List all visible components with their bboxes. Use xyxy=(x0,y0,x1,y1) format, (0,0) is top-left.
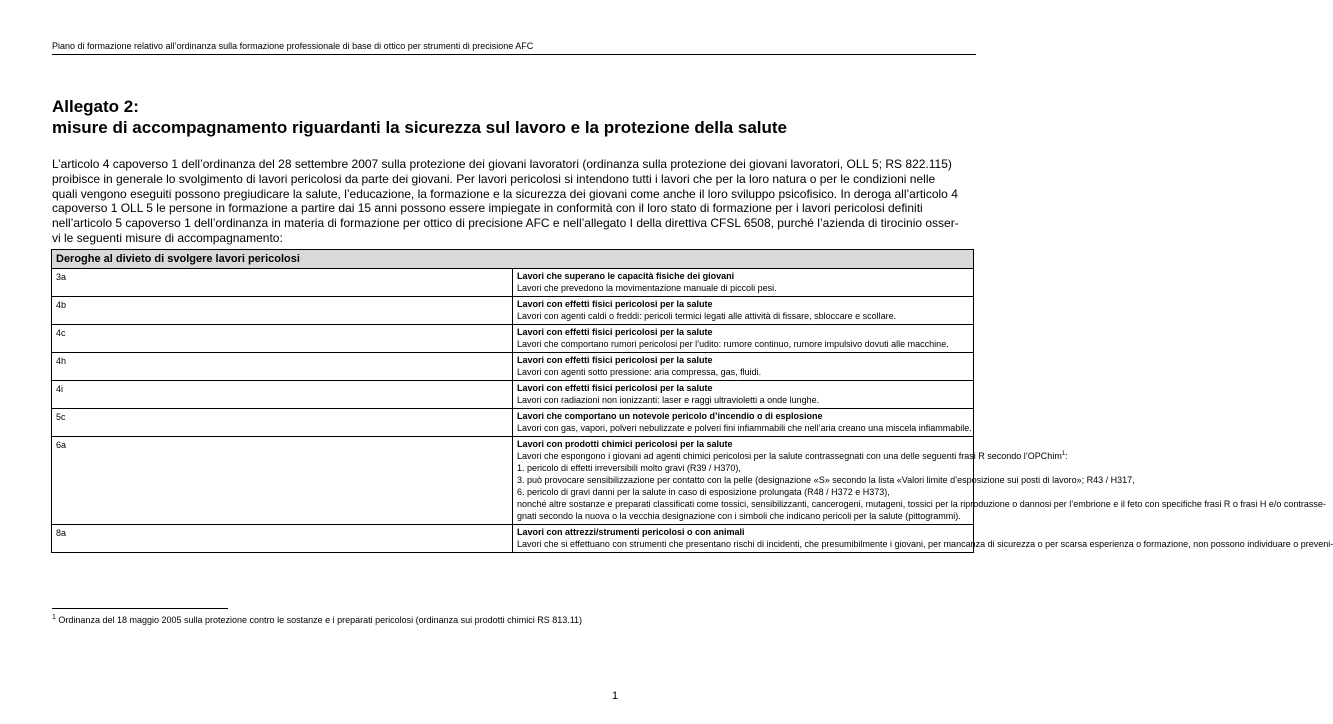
row-line: Lavori con gas, vapori, polveri nebulizzate e polveri fini infiammabili che nell’aria creano una miscela infiammabile. xyxy=(517,423,972,433)
footnote xyxy=(52,612,582,626)
table-row xyxy=(52,437,974,525)
row-content xyxy=(513,325,974,353)
row-line: Lavori che comportano rumori pericolosi per l’udito: rumore continuo, rumore impulsivo dovuti alle macchine. xyxy=(517,339,949,349)
derogations-table xyxy=(51,249,1333,553)
intro-line: nell’articolo 5 capoverso 1 dell’ordinanza in materia di formazione per ottico di precisione AFC e nell’allegato I della direttiva CFSL 6508, purché l’azienda di tirocinio osser- xyxy=(52,216,959,231)
row-line: Lavori con radiazioni non ionizzanti: laser e raggi ultravioletti a onde lunghe. xyxy=(517,395,820,405)
title-line-1: Allegato 2: xyxy=(52,97,139,116)
intro-line: L’articolo 4 capoverso 1 dell’ordinanza del 28 settembre 2007 sulla protezione dei giovani lavoratori (ordinanza sulla protezione dei giovani lavoratori, OLL 5; RS 822.115) xyxy=(52,157,952,171)
page-header: Piano di formazione relativo all’ordinanza sulla formazione professionale di base di ottico per strumenti di precisione AFC xyxy=(52,41,976,55)
row-code: 4c xyxy=(52,325,513,353)
row-line: Lavori con agenti caldi o freddi: pericoli termici legati alle attività di fissare, sbloccare e scollare. xyxy=(517,311,897,321)
row-code: 3a xyxy=(52,269,513,297)
row-title: Lavori che superano le capacità fisiche dei giovani xyxy=(517,271,735,281)
intro-paragraph xyxy=(52,157,982,246)
table-row xyxy=(52,325,974,353)
table-row xyxy=(52,297,974,325)
table-row xyxy=(52,381,974,409)
footnote-text: Ordinanza del 18 maggio 2005 sulla protezione contro le sostanze e i preparati pericolosi (ordinanza sui prodotti chimici RS 813.11) xyxy=(58,615,583,625)
row-code: 4b xyxy=(52,297,513,325)
row-title: Lavori con attrezzi/strumenti pericolosi o con animali xyxy=(517,527,745,537)
row-content xyxy=(513,381,974,409)
row-content xyxy=(513,525,1333,553)
row-code: 4h xyxy=(52,353,513,381)
row-content xyxy=(513,437,1326,525)
footnote-ref[interactable]: 1 xyxy=(1061,451,1066,457)
row-line: 1. pericolo di effetti irreversibili molto gravi (R39 / H370), xyxy=(517,463,741,473)
row-title: Lavori con effetti fisici pericolosi per la salute xyxy=(517,327,713,337)
row-code: 5c xyxy=(52,409,513,437)
row-title: Lavori con effetti fisici pericolosi per la salute xyxy=(517,383,713,393)
row-content xyxy=(513,269,974,297)
row-code: 6a xyxy=(52,437,513,525)
row-line: Lavori che si effettuano con strumenti che presentano rischi di incidenti, che presumibilmente i giovani, per mancanza di sicurezza o per scarsa esperienza o formazione, non possono individuare o preveni- xyxy=(517,539,1333,549)
table-row xyxy=(52,269,974,297)
row-code: 8a xyxy=(52,525,513,553)
row-code: 4i xyxy=(52,381,513,409)
table-heading: Deroghe al divieto di svolgere lavori pericolosi xyxy=(52,250,974,269)
row-line: Lavori che prevedono la movimentazione manuale di piccoli pesi. xyxy=(517,283,777,293)
page-number: 1 xyxy=(612,690,619,702)
table-row xyxy=(52,353,974,381)
row-title: Lavori con effetti fisici pericolosi per la salute xyxy=(517,355,713,365)
row-title: Lavori che comportano un notevole pericolo d’incendio o di esplosione xyxy=(517,411,823,421)
intro-line: quali vengono eseguiti possono pregiudicare la salute, l’educazione, la formazione e la sicurezza dei giovani come anche il loro sviluppo psicofisico. In deroga all’articolo 4 xyxy=(52,186,958,201)
row-line: gnati secondo la nuova o la vecchia designazione con i simboli che indicano pericoli per la salute (pittogrammi). xyxy=(517,511,961,521)
footnote-divider xyxy=(52,608,228,609)
row-line xyxy=(517,450,1068,462)
row-title: Lavori con effetti fisici pericolosi per la salute xyxy=(517,299,713,309)
title-line-2: misure di accompagnamento riguardanti la sicurezza sul lavoro e la protezione della salute xyxy=(52,118,787,137)
table-row xyxy=(52,525,974,553)
intro-line: capoverso 1 OLL 5 le persone in formazione a partire dai 15 anni possono essere impiegate in conformità con il loro stato di formazione per i lavori pericolosi definiti xyxy=(52,201,923,216)
table-heading-row xyxy=(52,250,974,269)
row-line-suffix: : xyxy=(1065,451,1068,461)
footnote-number: 1 xyxy=(52,614,56,621)
row-line: 6. pericolo di gravi danni per la salute in caso di esposizione prolungata (R48 / H372 e H373), xyxy=(517,487,890,497)
table-row xyxy=(52,409,974,437)
row-content xyxy=(513,297,974,325)
row-line: Lavori con agenti sotto pressione: aria compressa, gas, fluidi. xyxy=(517,367,762,377)
intro-line: vi le seguenti misure di accompagnamento: xyxy=(52,230,283,245)
row-content xyxy=(513,409,974,437)
page-title xyxy=(52,96,982,138)
intro-line: proibisce in generale lo svolgimento di lavori pericolosi da parte dei giovani. Per lavori pericolosi si intendono tutti i lavori che per la loro natura o per le condizioni nelle xyxy=(52,171,936,186)
row-line: 3. può provocare sensibilizzazione per contatto con la pelle (designazione «S» secondo la lista «Valori limite d’esposizione sui posti di lavoro»; R43 / H317, xyxy=(517,475,1135,485)
row-content xyxy=(513,353,974,381)
row-line: nonché altre sostanze e preparati classificati come tossici, sensibilizzanti, cancerogeni, mutageni, tossici per la riproduzione o dannosi per l’embrione e il feto con specifiche frasi R o frasi H e/o contrasse- xyxy=(517,499,1326,509)
row-line-text: Lavori che espongono i giovani ad agenti chimici pericolosi per la salute contrassegnati con una delle seguenti frasi R secondo l’OPChim xyxy=(517,451,1062,461)
row-title: Lavori con prodotti chimici pericolosi per la salute xyxy=(517,439,733,449)
